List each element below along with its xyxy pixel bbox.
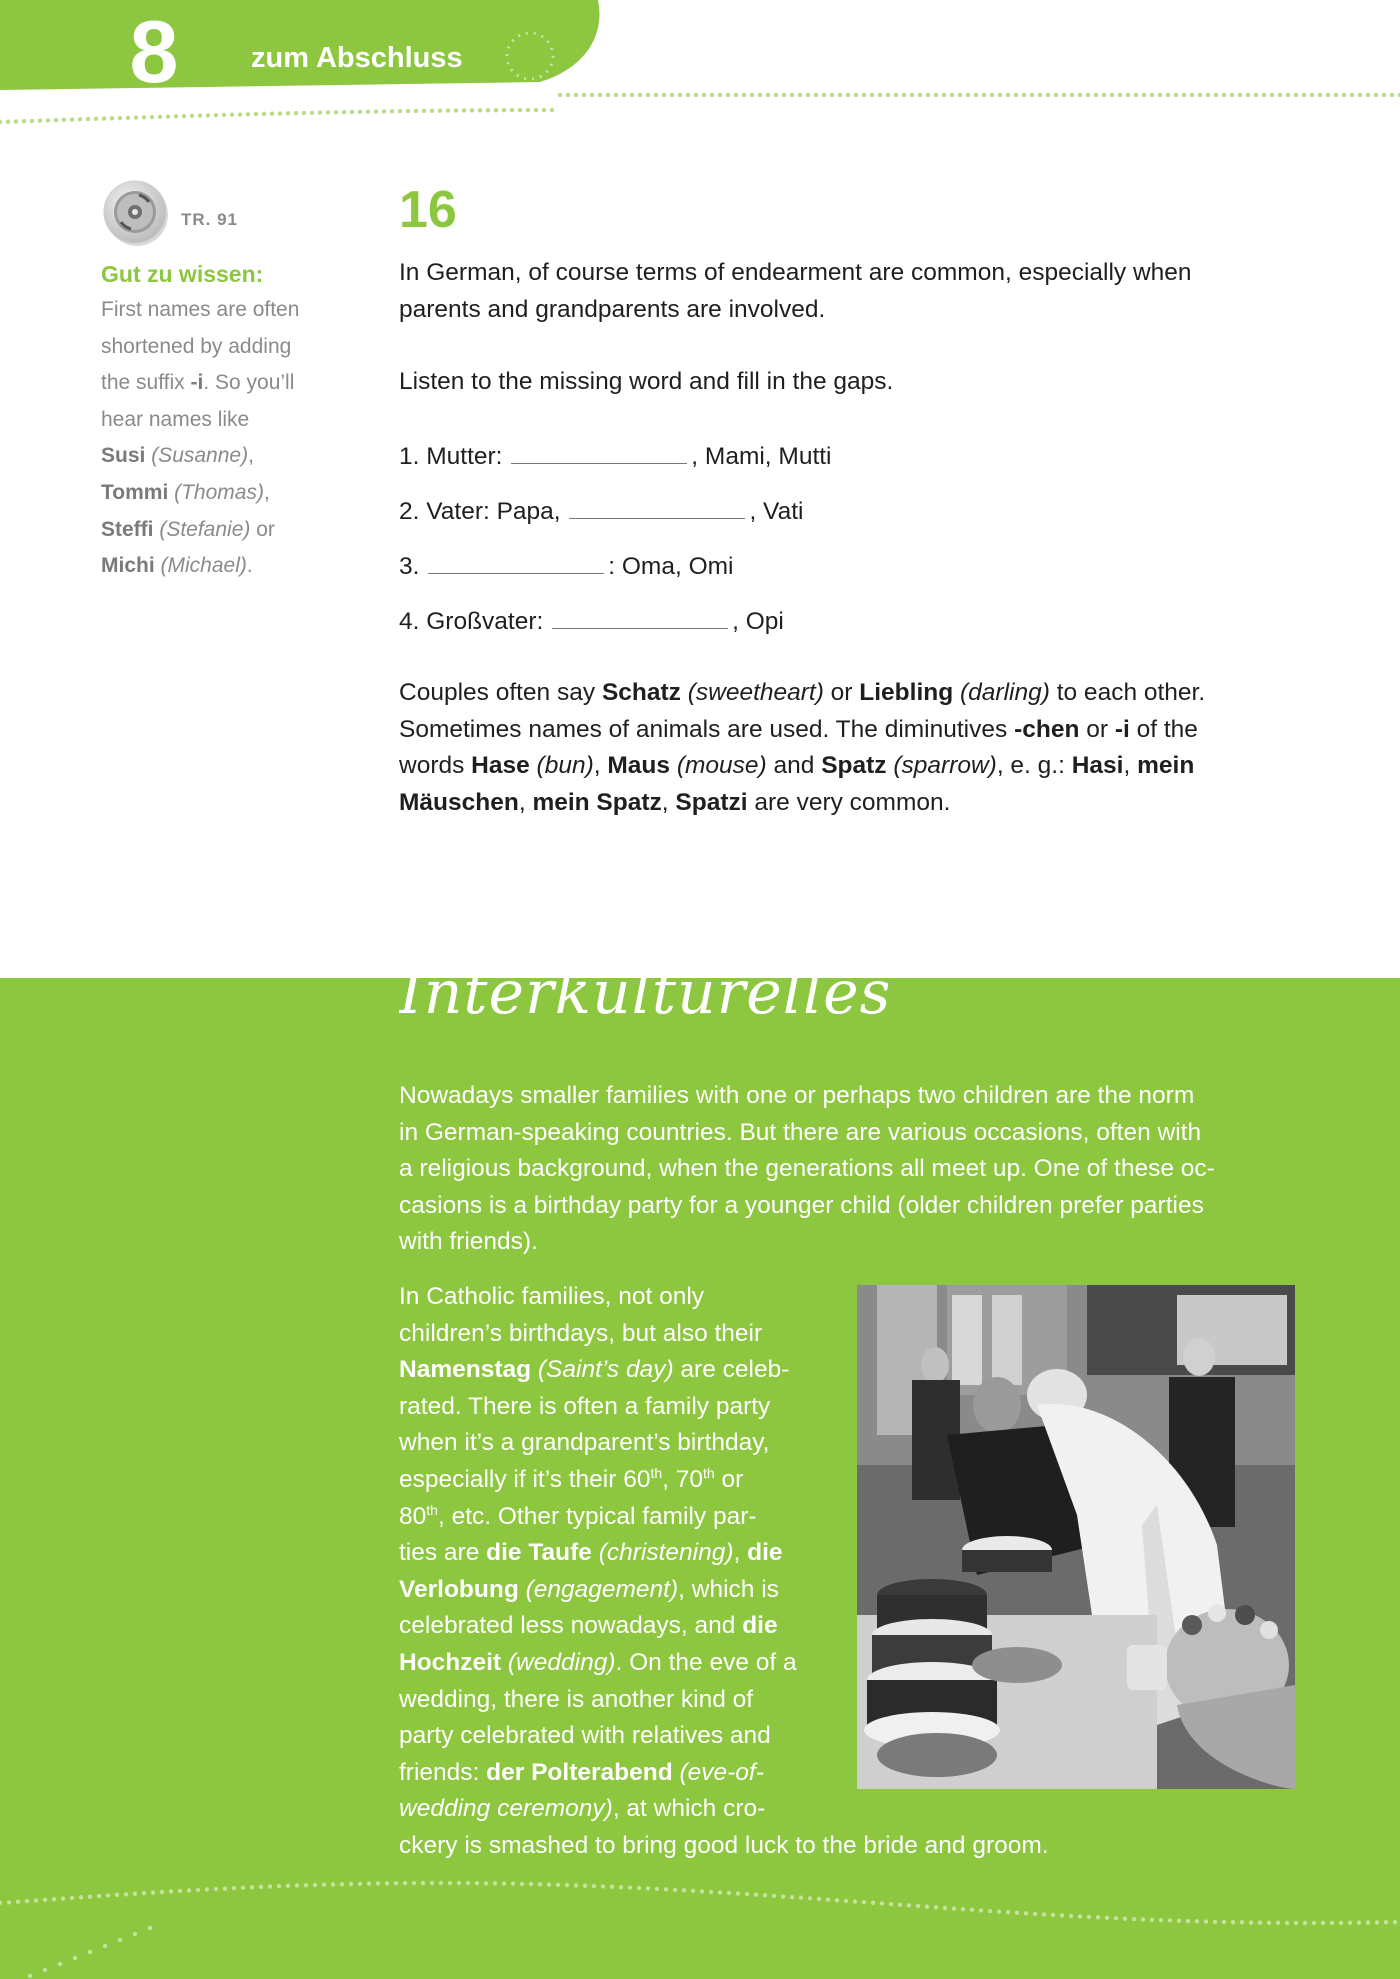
gap-item-2: 2. Vater: Papa, , Vati [399, 492, 803, 530]
text-line: party celebrated with relatives and [399, 1722, 771, 1750]
section-title: Interkulturelles [399, 958, 892, 1028]
text-line: with friends). [399, 1228, 538, 1256]
exercise-instruction: Listen to the missing word and fill in the gaps. [399, 368, 894, 395]
sidebar-line: First names are often [101, 298, 300, 321]
text-line: Mäuschen, mein Spatz, Spatzi are very common. [399, 788, 951, 816]
gap-item-4: 4. Großvater: , Opi [399, 602, 784, 640]
text-line: Nowadays smaller families with one or perhaps two children are the norm [399, 1082, 1195, 1109]
wedding-cake-photo [857, 1285, 1295, 1789]
couples-paragraph [399, 675, 1299, 821]
text-line: In Catholic families, not only [399, 1283, 705, 1310]
sidebar-line: the suffix -i. So you’ll [101, 371, 295, 395]
text-line: celebrated less nowadays, and die [399, 1612, 778, 1640]
text-line: in German-speaking countries. But there are various occasions, often with [399, 1118, 1202, 1146]
text-line: Sometimes names of animals are used. The diminutives -chen or -i of the [399, 715, 1198, 743]
track-label: TR. 91 [181, 210, 239, 229]
exercise-intro [399, 255, 1299, 328]
text-line: children’s birthdays, but also their [399, 1319, 763, 1347]
chapter-title: zum Abschluss [251, 42, 463, 74]
text-line: casions is a birthday party for a younger child (older children prefer parties [399, 1191, 1204, 1219]
intro-line: parents and grandparents are involved. [399, 295, 826, 323]
gap-blank[interactable] [428, 547, 604, 574]
text-line: words Hase (bun), Maus (mouse) and Spatz (sparrow), e. g.: Hasi, mein [399, 752, 1195, 779]
text-line: wedding ceremony), at which cro- [399, 1795, 766, 1823]
text-line: wedding, there is another kind of [399, 1685, 754, 1713]
exercise-number: 16 [399, 181, 457, 239]
sidebar-line: Susi (Susanne), [101, 444, 254, 468]
sidebar-line: Michi (Michael). [101, 554, 253, 578]
text-line: Namenstag (Saint’s day) are celeb- [399, 1356, 790, 1384]
gap-blank[interactable] [552, 602, 728, 629]
cd-icon[interactable] [101, 178, 171, 248]
gap-item-3: 3. : Oma, Omi [399, 547, 733, 585]
text-line: especially if it’s their 60th, 70th or [399, 1464, 744, 1493]
text-line: Verlobung (engagement), which is [399, 1575, 779, 1603]
text-line: friends: der Polterabend (eve-of- [399, 1758, 764, 1786]
text-line: ties are die Taufe (christening), die [399, 1539, 783, 1567]
text-line: ckery is smashed to bring good luck to the bride and groom. [399, 1831, 1049, 1859]
intro-paragraph [399, 1078, 1215, 1261]
text-line: a religious background, when the generations all meet up. One of these oc- [399, 1155, 1215, 1183]
intro-line: In German, of course terms of endearment are common, especially when [399, 259, 1192, 286]
good-to-know-box [101, 256, 331, 585]
chapter-number: 8 [129, 2, 179, 101]
gap-item-1: 1. Mutter: , Mami, Mutti [399, 437, 832, 475]
text-line: Couples often say Schatz (sweetheart) or Liebling (darling) to each other. [399, 679, 1206, 706]
text-line: when it’s a grandparent’s birthday, [399, 1429, 770, 1457]
text-line: rated. There is often a family party [399, 1392, 771, 1420]
sidebar-line: shortened by adding [101, 334, 292, 358]
gap-blank[interactable] [569, 492, 745, 519]
header-band [0, 0, 1400, 130]
dotted-border-top [0, 93, 1400, 124]
text-line: 80th, etc. Other typical family par- [399, 1501, 757, 1530]
good-to-know-title: Gut zu wissen: [101, 261, 264, 287]
sidebar-line: Steffi (Stefanie) or [101, 517, 275, 541]
gap-blank[interactable] [511, 437, 687, 464]
sidebar-line: hear names like [101, 407, 250, 431]
sidebar-line: Tommi (Thomas), [101, 480, 270, 504]
text-line: Hochzeit (wedding). On the eve of a [399, 1648, 797, 1676]
